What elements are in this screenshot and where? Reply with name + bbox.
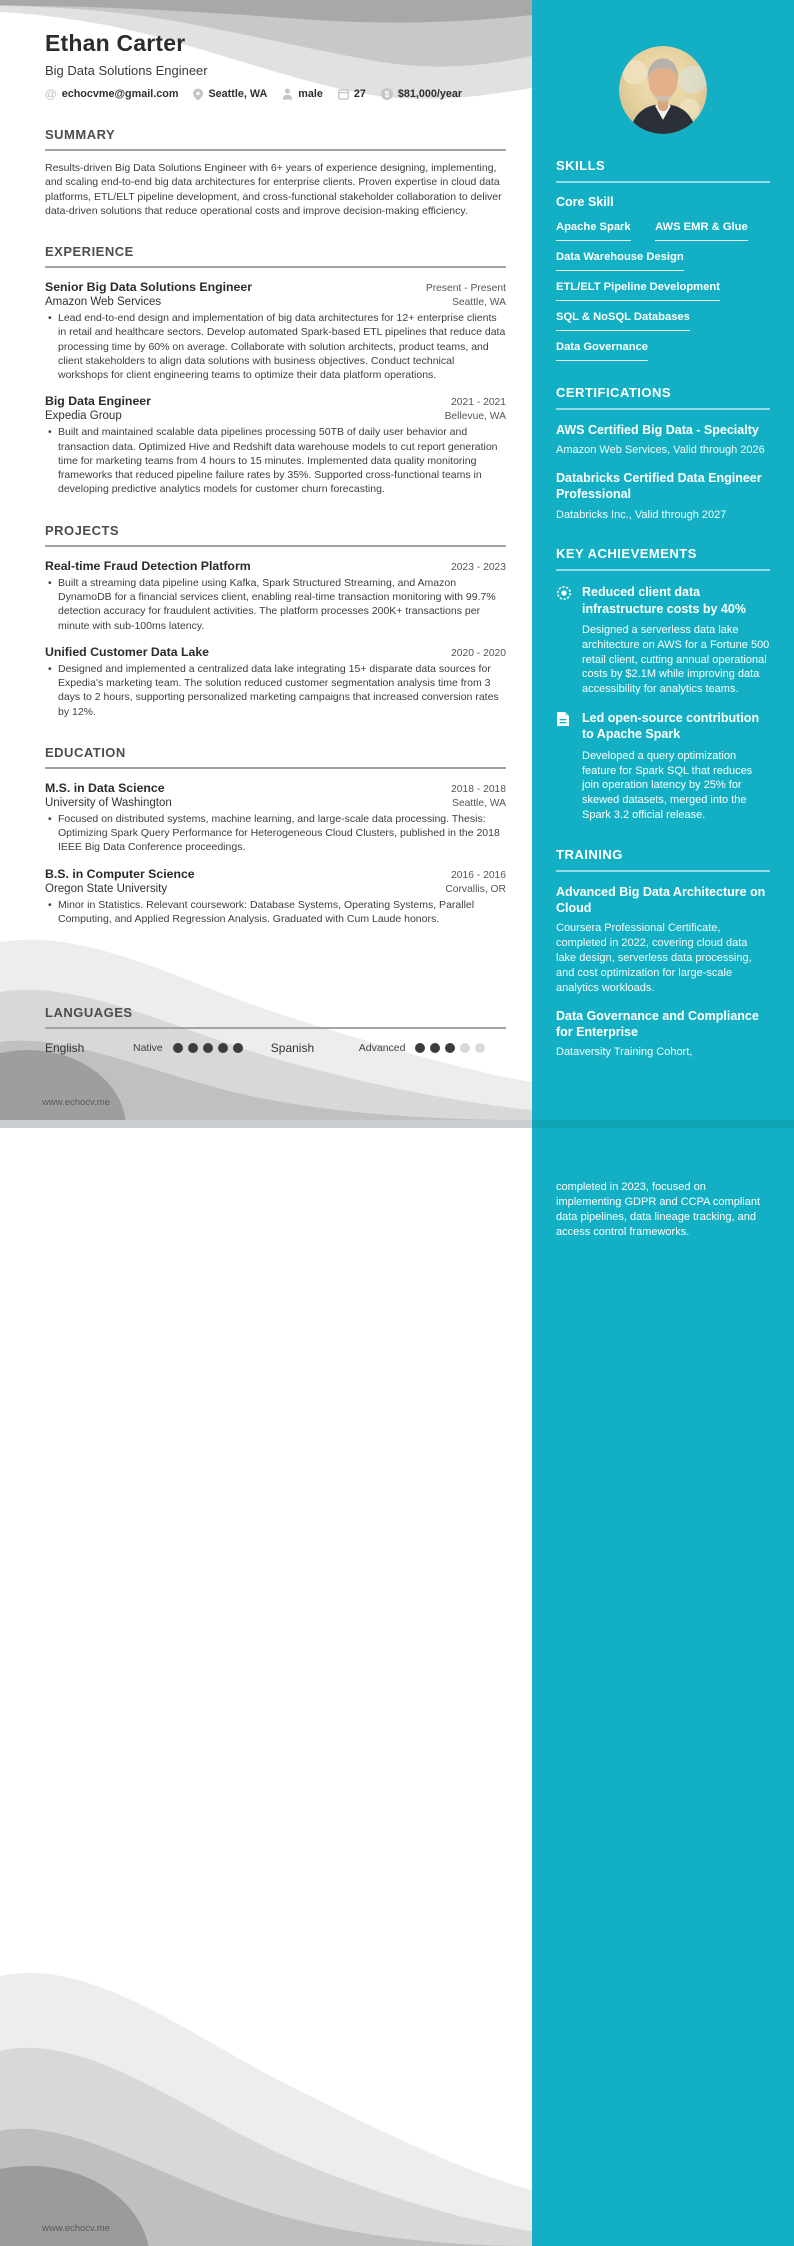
education-section xyxy=(45,745,506,926)
job-location: Seattle, WA xyxy=(452,297,506,309)
project-bullet: Designed and implemented a centralized data lake integrating 15+ disparate data sources for Expedia's marketing team. The solution reduced customer segmentation analysis time from 3 days to 2 hours, supporting personalized marketing campaigns that increased conversion rates by 12%. xyxy=(58,662,499,718)
project-title: Real-time Fraud Detection Platform xyxy=(45,558,251,573)
languages-row xyxy=(45,1041,506,1055)
proficiency-dot xyxy=(445,1043,455,1053)
person-icon xyxy=(282,88,293,100)
project-title: Unified Customer Data Lake xyxy=(45,644,209,659)
language-proficiency-dots xyxy=(173,1043,243,1053)
certification-item xyxy=(556,470,770,522)
bullet-dot: • xyxy=(48,898,52,911)
education-bullet: Minor in Statistics. Relevant coursework: Database Systems, Operating Systems, Parallel Computing, and Applied Regression Analysis. Graduated with Cum Laude honors. xyxy=(58,898,475,925)
school-location: Corvallis, OR xyxy=(445,883,506,895)
proficiency-dot xyxy=(415,1043,425,1053)
degree-dates: 2016 - 2016 xyxy=(451,869,506,881)
training-heading: TRAINING xyxy=(556,847,770,872)
project-entry xyxy=(45,645,506,719)
summary-heading: SUMMARY xyxy=(45,127,506,151)
education-entry xyxy=(45,781,506,855)
language-level: Advanced xyxy=(358,1042,406,1054)
skill-list xyxy=(556,211,770,361)
education-entry xyxy=(45,867,506,927)
proficiency-dot xyxy=(233,1043,243,1053)
contact-location-value: Seattle, WA xyxy=(208,88,268,100)
achievement-description: Developed a query optimization feature for Spark SQL that reduces join operation latency by 25% for skewed datasets, merged into the Spark 3.2 official release. xyxy=(582,749,753,822)
language-proficiency-dots xyxy=(415,1043,485,1053)
job-company: Expedia Group xyxy=(45,410,122,423)
badge-icon xyxy=(556,584,582,697)
languages-section xyxy=(45,1005,506,1055)
certification-detail: Amazon Web Services, Valid through 2026 xyxy=(556,444,765,457)
experience-entry xyxy=(45,280,506,382)
training-item xyxy=(556,884,770,996)
proficiency-dot xyxy=(173,1043,183,1053)
job-company: Amazon Web Services xyxy=(45,296,162,309)
training-item xyxy=(556,1008,770,1060)
proficiency-dot xyxy=(460,1043,470,1053)
skills-section xyxy=(556,158,770,361)
contact-email-value: echocvme@gmail.com xyxy=(61,88,179,100)
projects-heading: PROJECTS xyxy=(45,523,506,547)
degree-title: M.S. in Data Science xyxy=(45,780,165,795)
training-description: Coursera Professional Certificate, completed in 2022, covering cloud data lake design, serverless data processing, and cost optimization for large-scale analytics workloads. xyxy=(556,922,752,994)
skills-heading: SKILLS xyxy=(556,158,770,183)
education-heading: EDUCATION xyxy=(45,745,506,769)
summary-text: Results-driven Big Data Solutions Engineer with 6+ years of experience designing, implementing, and scaling end-to-end big data architectures for enterprise clients. Proven expertise in cloud data platforms, ETL/ELT pipeline development, and cross-functional stakeholder collaboration to deliver data-driven solutions that reduce operational costs and improve decision-making efficiency. xyxy=(45,162,502,217)
achievement-item xyxy=(556,584,770,697)
profile-photo xyxy=(619,46,707,134)
contact-gender xyxy=(282,88,323,100)
language-item xyxy=(271,1041,514,1055)
language-name: English xyxy=(45,1041,85,1055)
achievements-section xyxy=(556,546,770,822)
certification-name: AWS Certified Big Data - Specialty xyxy=(556,423,759,437)
languages-heading: LANGUAGES xyxy=(45,1005,506,1029)
document-icon xyxy=(556,710,582,823)
achievement-title: Led open-source contribution to Apache Spark xyxy=(582,711,760,742)
skill-item: Data Warehouse Design xyxy=(556,251,684,271)
watermark-url: www.echocv.me xyxy=(42,1097,110,1108)
page-2 xyxy=(0,1128,532,2246)
bullet-dot: • xyxy=(48,312,52,325)
job-bullet: Built and maintained scalable data pipelines processing 50TB of daily user behavior and transaction data. Optimized Hive and Redshift data warehouse models to cut report generation time for marketing teams from 4 hours to 15 minutes. Implemented data quality monitoring frameworks that reduced pipeline failure rates by 35%. Supported cross-functional teams in developing predictive analytics models for customer churn forecasting. xyxy=(58,426,498,496)
training-title: Advanced Big Data Architecture on Cloud xyxy=(556,884,766,916)
bullet-dot: • xyxy=(48,576,52,589)
watermark-url: www.echocv.me xyxy=(42,2223,110,2234)
achievements-heading: KEY ACHIEVEMENTS xyxy=(556,546,770,571)
skill-item: AWS EMR & Glue xyxy=(655,221,748,241)
experience-entry xyxy=(45,394,506,496)
job-bullet: Lead end-to-end design and implementation of big data architectures for 12+ enterprise clients in retail and healthcare sectors. Develop automated Spark-based ETL pipelines that reduce data processing time by 60% on average. Collaborate with solution architects, product teams, and client stakeholders to align data solutions with business objectives. Conduct technical workshops for client engineering teams to optimize their data platform operations. xyxy=(58,312,506,382)
project-entry xyxy=(45,559,506,633)
proficiency-dot xyxy=(203,1043,213,1053)
degree-dates: 2018 - 2018 xyxy=(451,783,506,795)
contact-gender-value: male xyxy=(298,88,323,100)
job-title: Senior Big Data Solutions Engineer xyxy=(45,280,253,295)
certifications-heading: CERTIFICATIONS xyxy=(556,385,770,410)
certifications-section xyxy=(556,385,770,522)
training-description-start: Dataversity Training Cohort, xyxy=(556,1046,693,1059)
certification-name: Databricks Certified Data Engineer Professional xyxy=(556,471,762,502)
page-separator xyxy=(0,1120,532,1128)
school-name: University of Washington xyxy=(45,796,172,809)
contact-salary-value: $81,000/year xyxy=(397,88,463,100)
decor-wave-bottom-page2 xyxy=(0,1946,532,2246)
school-name: Oregon State University xyxy=(45,882,168,895)
proficiency-dot xyxy=(475,1043,485,1053)
contact-row xyxy=(45,87,506,101)
projects-section xyxy=(45,523,506,719)
location-pin-icon xyxy=(193,88,203,101)
proficiency-dot xyxy=(218,1043,228,1053)
degree-title: B.S. in Computer Science xyxy=(45,866,195,881)
proficiency-dot xyxy=(188,1043,198,1053)
language-level: Native xyxy=(133,1042,163,1054)
email-icon: @ xyxy=(45,87,57,101)
certification-detail: Databricks Inc., Valid through 2027 xyxy=(556,508,727,521)
svg-text:$: $ xyxy=(384,89,390,99)
achievement-title: Reduced client data infrastructure costs by 40% xyxy=(582,585,746,616)
certification-item xyxy=(556,422,770,458)
candidate-name: Ethan Carter xyxy=(45,30,186,56)
experience-heading: EXPERIENCE xyxy=(45,244,506,268)
contact-email xyxy=(45,87,178,101)
school-location: Seattle, WA xyxy=(452,797,506,809)
job-dates: 2021 - 2021 xyxy=(451,397,506,409)
project-dates: 2020 - 2020 xyxy=(451,647,506,659)
bullet-dot: • xyxy=(48,812,52,825)
training-title: Data Governance and Compliance for Enterprise xyxy=(556,1008,759,1039)
salary-coin-icon xyxy=(381,88,393,100)
skills-group-label: Core Skill xyxy=(556,195,614,209)
contact-age xyxy=(338,88,366,100)
job-dates: Present - Present xyxy=(425,283,506,295)
project-dates: 2023 - 2023 xyxy=(451,561,506,573)
summary-section xyxy=(45,127,506,218)
candidate-title: Big Data Solutions Engineer xyxy=(45,63,208,78)
job-location: Bellevue, WA xyxy=(444,411,506,423)
training-section xyxy=(556,847,770,1060)
project-bullet: Built a streaming data pipeline using Kafka, Spark Structured Streaming, and Amazon DynamoDB for a financial services client, enabling real-time transaction monitoring with 99.7% detection accuracy for fraudulent activities. The platform processes 200K+ transactions per minute with sub-100ms latency. xyxy=(58,576,496,632)
calendar-icon xyxy=(338,88,349,100)
experience-section xyxy=(45,244,506,497)
page-1 xyxy=(0,0,532,1120)
skill-item: Apache Spark xyxy=(556,221,631,241)
proficiency-dot xyxy=(430,1043,440,1053)
language-name: Spanish xyxy=(270,1041,315,1055)
education-bullet: Focused on distributed systems, machine learning, and large-scale data processing. Thesis: Optimizing Spark Query Performance for Heterogeneous Cloud Clusters, published in the 2018 IEEE Big Data Conference proceedings. xyxy=(58,812,500,854)
skill-item: SQL & NoSQL Databases xyxy=(556,311,690,331)
contact-age-value: 27 xyxy=(353,88,366,100)
contact-salary xyxy=(381,88,462,100)
skill-item: Data Governance xyxy=(556,341,648,361)
bullet-dot: • xyxy=(48,426,52,439)
skill-item: ETL/ELT Pipeline Development xyxy=(556,281,720,301)
achievement-item xyxy=(556,710,770,823)
bullet-dot: • xyxy=(48,662,52,675)
page-separator-sidebar xyxy=(532,1120,794,1128)
training-description-continued: completed in 2023, focused on implementing GDPR and CCPA compliant data pipelines, data lineage tracking, and access control frameworks. xyxy=(556,1181,760,1238)
achievement-description: Designed a serverless data lake architecture on AWS for a Fortune 500 retail client, cutting annual operational costs by $2.1M while improving data accessibility for analytics teams. xyxy=(582,623,770,696)
job-title: Big Data Engineer xyxy=(45,394,151,409)
contact-location xyxy=(193,88,267,101)
language-item xyxy=(45,1041,271,1055)
